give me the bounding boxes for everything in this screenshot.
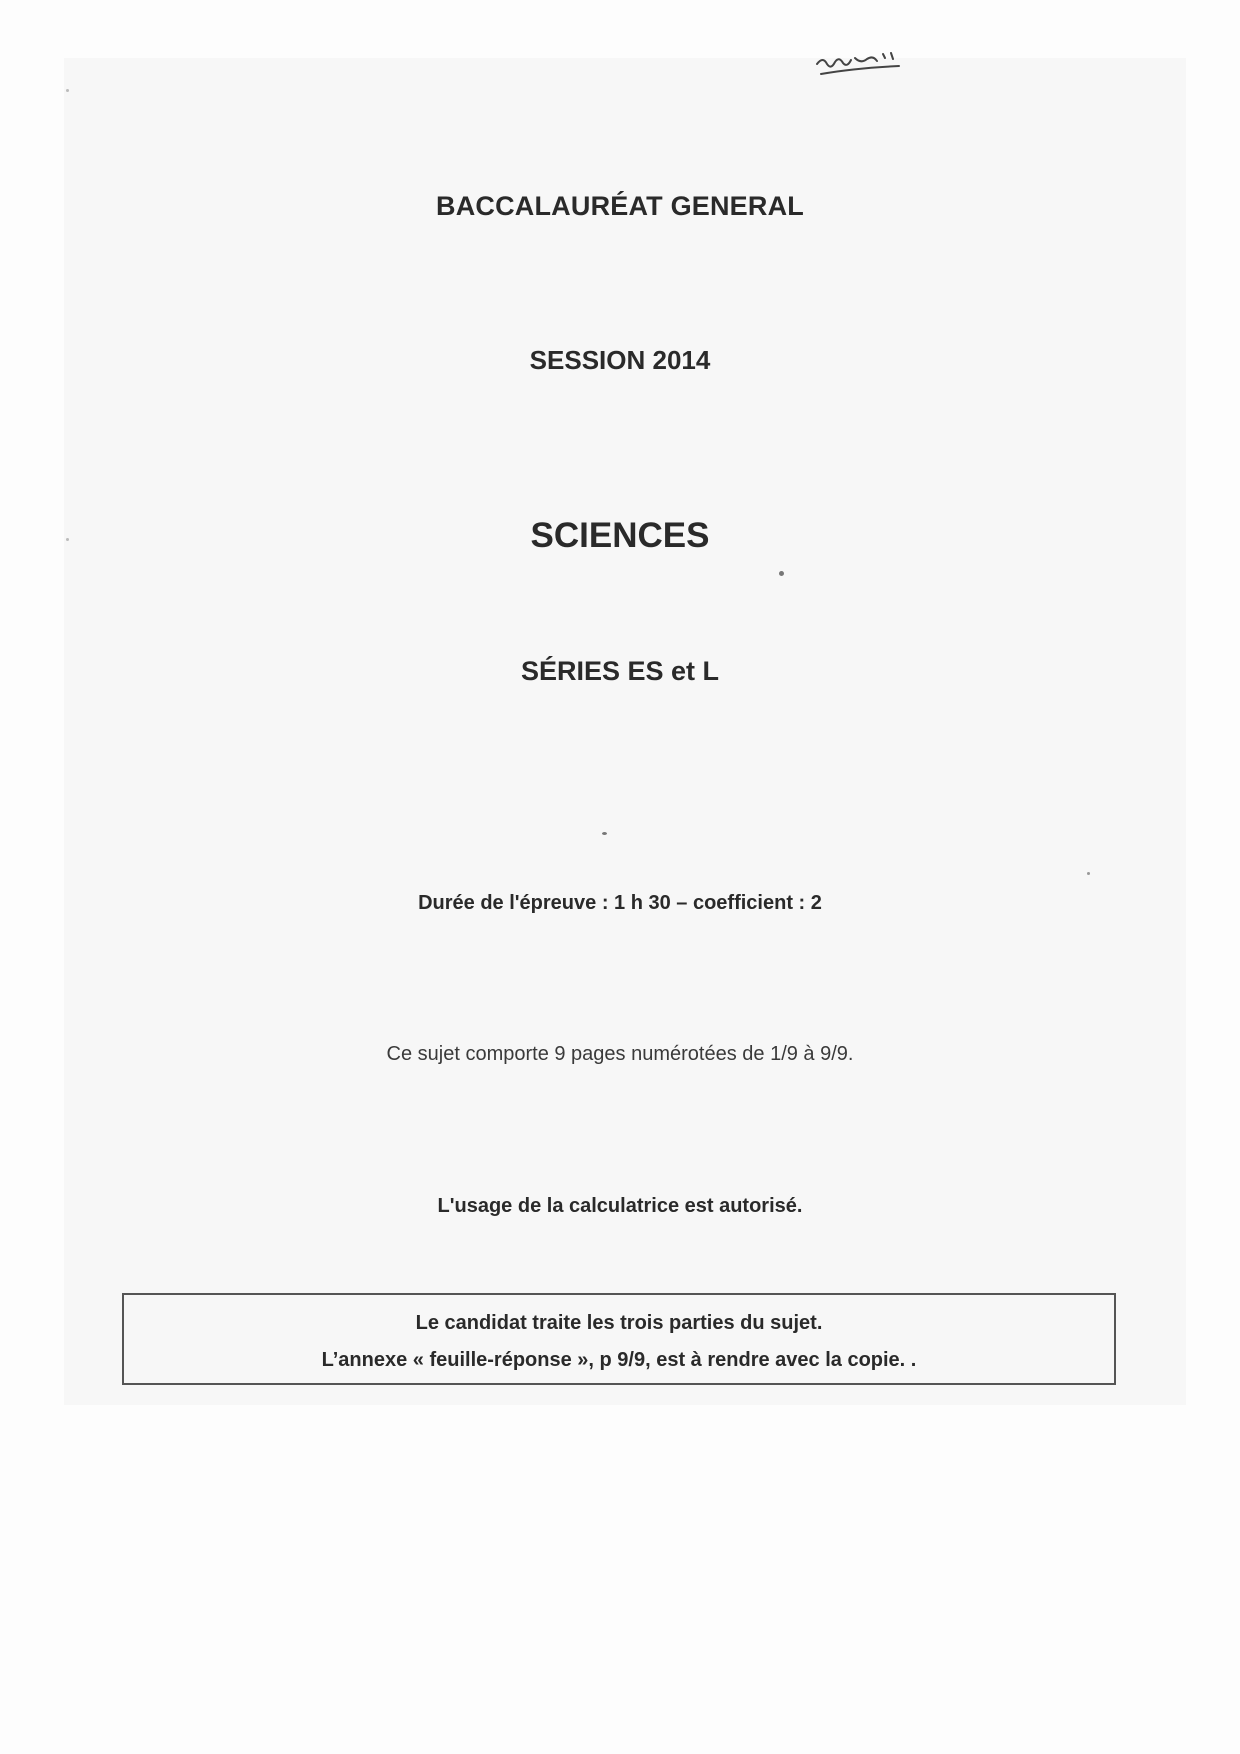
session-year: SESSION 2014 <box>529 345 711 375</box>
subject-name: SCIENCES <box>530 516 710 555</box>
instruction-annex: L’annexe « feuille-réponse », p 9/9, est à rendre avec la copie. . <box>321 1349 917 1371</box>
scan-speck <box>66 89 69 92</box>
series-label: SÉRIES ES et L <box>520 656 720 686</box>
scan-speck <box>66 538 69 541</box>
calculator-note: L'usage de la calculatrice est autorisé. <box>437 1195 803 1217</box>
exam-title: BACCALAURÉAT GENERAL <box>436 191 804 221</box>
scan-speck <box>779 571 784 576</box>
instructions-box <box>122 1293 1116 1385</box>
scan-speck <box>1087 872 1090 875</box>
instruction-parts: Le candidat traite les trois parties du sujet. <box>415 1312 823 1334</box>
pages-note: Ce sujet comporte 9 pages numérotées de 1/9 à 9/9. <box>386 1043 854 1065</box>
duration-coefficient: Durée de l'épreuve : 1 h 30 – coefficient : 2 <box>418 892 822 914</box>
handwritten-annotation <box>815 50 905 80</box>
scan-speck <box>602 832 607 835</box>
